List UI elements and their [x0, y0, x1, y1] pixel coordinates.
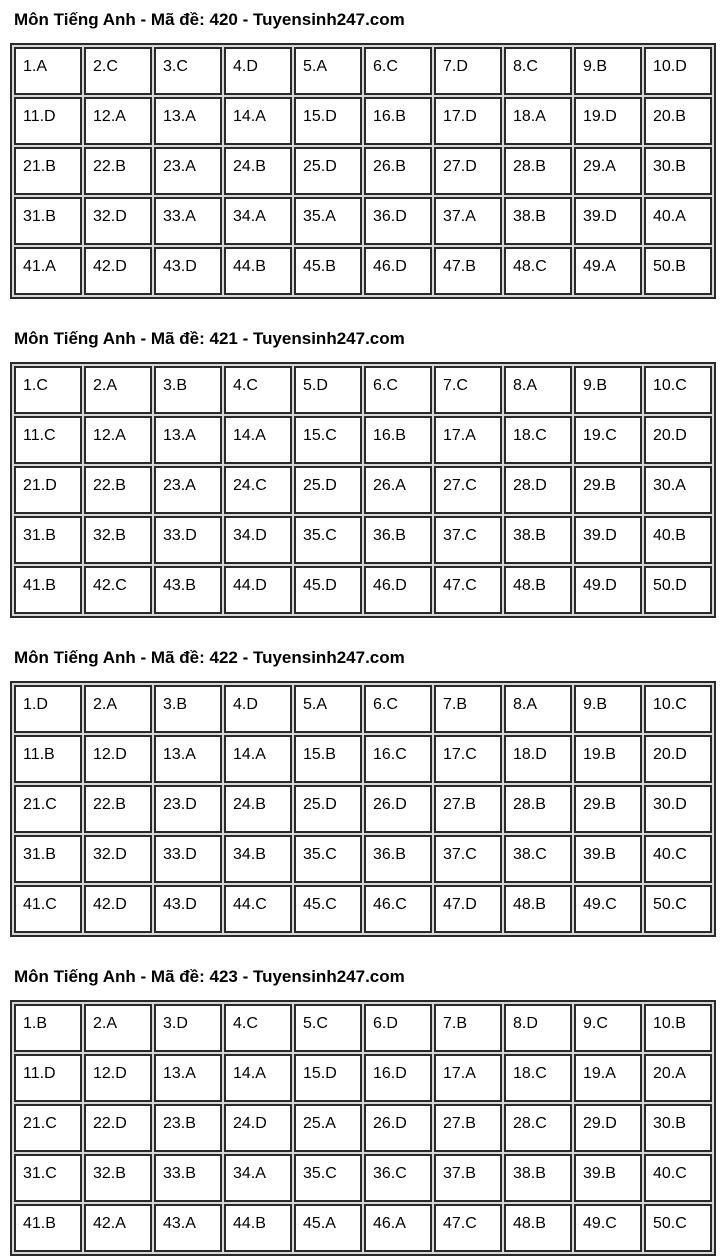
- answer-cell: 30.A: [644, 466, 712, 514]
- answer-cell: 10.C: [644, 685, 712, 733]
- answer-cell: 42.A: [84, 1204, 152, 1252]
- answer-row: [14, 835, 712, 883]
- answer-cell: 32.D: [84, 197, 152, 245]
- answer-cell: 14.A: [224, 1054, 292, 1102]
- answer-table: [10, 681, 716, 937]
- answer-cell: 25.D: [294, 466, 362, 514]
- answer-cell: 36.D: [364, 197, 432, 245]
- answer-cell: 47.C: [434, 566, 502, 614]
- answer-cell: 6.C: [364, 366, 432, 414]
- answer-cell: 48.C: [504, 247, 572, 295]
- answer-cell: 8.D: [504, 1004, 572, 1052]
- answer-cell: 44.D: [224, 566, 292, 614]
- answer-cell: 43.D: [154, 247, 222, 295]
- answer-cell: 26.B: [364, 147, 432, 195]
- answer-cell: 49.C: [574, 885, 642, 933]
- answer-cell: 47.D: [434, 885, 502, 933]
- answer-cell: 37.C: [434, 516, 502, 564]
- answer-cell: 3.B: [154, 685, 222, 733]
- answer-cell: 7.C: [434, 366, 502, 414]
- answer-cell: 19.A: [574, 1054, 642, 1102]
- answer-cell: 5.C: [294, 1004, 362, 1052]
- answer-cell: 41.C: [14, 885, 82, 933]
- answer-cell: 18.C: [504, 1054, 572, 1102]
- answer-cell: 14.A: [224, 416, 292, 464]
- answer-cell: 20.D: [644, 416, 712, 464]
- answer-cell: 21.C: [14, 785, 82, 833]
- answer-cell: 19.B: [574, 735, 642, 783]
- answer-cell: 40.B: [644, 516, 712, 564]
- answer-cell: 29.B: [574, 785, 642, 833]
- answer-cell: 20.B: [644, 97, 712, 145]
- answer-cell: 21.D: [14, 466, 82, 514]
- answer-cell: 49.D: [574, 566, 642, 614]
- answer-cell: 7.B: [434, 685, 502, 733]
- answer-cell: 45.B: [294, 247, 362, 295]
- answer-table: [10, 43, 716, 299]
- answer-cell: 40.C: [644, 1154, 712, 1202]
- answer-cell: 12.D: [84, 1054, 152, 1102]
- answer-cell: 31.B: [14, 516, 82, 564]
- answer-cell: 4.C: [224, 1004, 292, 1052]
- answer-row: [14, 785, 712, 833]
- answer-cell: 23.B: [154, 1104, 222, 1152]
- answer-key-section: [10, 10, 716, 299]
- answer-cell: 21.C: [14, 1104, 82, 1152]
- answer-cell: 3.C: [154, 47, 222, 95]
- answer-row: [14, 366, 712, 414]
- answer-cell: 22.B: [84, 466, 152, 514]
- answer-cell: 10.B: [644, 1004, 712, 1052]
- answer-table-body: [14, 685, 712, 933]
- answer-cell: 39.D: [574, 516, 642, 564]
- answer-cell: 2.A: [84, 1004, 152, 1052]
- answer-row: [14, 247, 712, 295]
- answer-cell: 46.C: [364, 885, 432, 933]
- answer-cell: 24.B: [224, 785, 292, 833]
- answer-cell: 45.A: [294, 1204, 362, 1252]
- answer-cell: 28.B: [504, 785, 572, 833]
- answer-cell: 10.D: [644, 47, 712, 95]
- answer-cell: 14.A: [224, 735, 292, 783]
- answer-cell: 2.A: [84, 685, 152, 733]
- answer-cell: 1.D: [14, 685, 82, 733]
- answer-cell: 8.C: [504, 47, 572, 95]
- answer-cell: 22.D: [84, 1104, 152, 1152]
- answer-cell: 22.B: [84, 147, 152, 195]
- answer-cell: 45.D: [294, 566, 362, 614]
- answer-cell: 48.B: [504, 1204, 572, 1252]
- section-title: Môn Tiếng Anh - Mã đề: 421 - Tuyensinh247.com: [14, 329, 405, 348]
- answer-cell: 50.C: [644, 885, 712, 933]
- answer-cell: 21.B: [14, 147, 82, 195]
- answer-row: [14, 1204, 712, 1252]
- answer-key-section: [10, 648, 716, 937]
- answer-cell: 41.A: [14, 247, 82, 295]
- answer-cell: 33.D: [154, 835, 222, 883]
- answer-cell: 25.D: [294, 785, 362, 833]
- answer-cell: 2.A: [84, 366, 152, 414]
- answer-cell: 5.D: [294, 366, 362, 414]
- answer-cell: 1.A: [14, 47, 82, 95]
- answer-cell: 13.A: [154, 97, 222, 145]
- answer-cell: 48.B: [504, 885, 572, 933]
- answer-cell: 43.B: [154, 566, 222, 614]
- answer-cell: 3.B: [154, 366, 222, 414]
- answer-cell: 44.B: [224, 247, 292, 295]
- answer-cell: 17.C: [434, 735, 502, 783]
- answer-cell: 44.C: [224, 885, 292, 933]
- answer-cell: 9.B: [574, 47, 642, 95]
- answer-cell: 28.D: [504, 466, 572, 514]
- answer-cell: 14.A: [224, 97, 292, 145]
- answer-cell: 40.A: [644, 197, 712, 245]
- answer-cell: 46.D: [364, 566, 432, 614]
- answer-cell: 23.A: [154, 466, 222, 514]
- answer-cell: 47.C: [434, 1204, 502, 1252]
- answer-cell: 43.A: [154, 1204, 222, 1252]
- answer-cell: 33.D: [154, 516, 222, 564]
- answer-cell: 26.D: [364, 1104, 432, 1152]
- answer-cell: 36.B: [364, 516, 432, 564]
- answer-row: [14, 47, 712, 95]
- answer-cell: 50.C: [644, 1204, 712, 1252]
- answer-cell: 20.A: [644, 1054, 712, 1102]
- answer-cell: 36.C: [364, 1154, 432, 1202]
- answer-cell: 11.B: [14, 735, 82, 783]
- answer-cell: 29.D: [574, 1104, 642, 1152]
- answer-cell: 37.B: [434, 1154, 502, 1202]
- answer-cell: 30.B: [644, 147, 712, 195]
- answer-table-body: [14, 366, 712, 614]
- answer-cell: 38.B: [504, 197, 572, 245]
- section-title: Môn Tiếng Anh - Mã đề: 422 - Tuyensinh247.com: [14, 648, 405, 667]
- answer-cell: 31.B: [14, 197, 82, 245]
- answer-cell: 15.C: [294, 416, 362, 464]
- answer-cell: 11.D: [14, 1054, 82, 1102]
- answer-row: [14, 1054, 712, 1102]
- answer-cell: 39.B: [574, 1154, 642, 1202]
- answer-row: [14, 885, 712, 933]
- answer-cell: 16.B: [364, 416, 432, 464]
- answer-row: [14, 97, 712, 145]
- answer-cell: 35.C: [294, 516, 362, 564]
- answer-cell: 7.D: [434, 47, 502, 95]
- answer-cell: 20.D: [644, 735, 712, 783]
- answer-cell: 18.D: [504, 735, 572, 783]
- answer-cell: 6.D: [364, 1004, 432, 1052]
- answer-row: [14, 1004, 712, 1052]
- answer-cell: 11.D: [14, 97, 82, 145]
- answer-cell: 9.C: [574, 1004, 642, 1052]
- answer-cell: 8.A: [504, 366, 572, 414]
- answer-cell: 12.D: [84, 735, 152, 783]
- answer-cell: 32.B: [84, 1154, 152, 1202]
- answer-cell: 1.B: [14, 1004, 82, 1052]
- answer-cell: 38.C: [504, 835, 572, 883]
- answer-cell: 28.C: [504, 1104, 572, 1152]
- answer-cell: 29.A: [574, 147, 642, 195]
- answer-row: [14, 147, 712, 195]
- answer-cell: 50.B: [644, 247, 712, 295]
- answer-row: [14, 1104, 712, 1152]
- answer-cell: 42.C: [84, 566, 152, 614]
- answer-row: [14, 735, 712, 783]
- answer-cell: 5.A: [294, 685, 362, 733]
- answer-cell: 4.D: [224, 685, 292, 733]
- answer-cell: 13.A: [154, 735, 222, 783]
- answer-key-section: [10, 329, 716, 618]
- answer-cell: 10.C: [644, 366, 712, 414]
- answer-cell: 19.C: [574, 416, 642, 464]
- answer-row: [14, 197, 712, 245]
- answer-cell: 27.B: [434, 785, 502, 833]
- answer-cell: 24.D: [224, 1104, 292, 1152]
- answer-cell: 4.C: [224, 366, 292, 414]
- answer-cell: 44.B: [224, 1204, 292, 1252]
- answer-cell: 12.A: [84, 416, 152, 464]
- answer-cell: 30.B: [644, 1104, 712, 1152]
- answer-cell: 30.D: [644, 785, 712, 833]
- answer-row: [14, 1154, 712, 1202]
- answer-cell: 33.B: [154, 1154, 222, 1202]
- answer-cell: 36.B: [364, 835, 432, 883]
- answer-cell: 3.D: [154, 1004, 222, 1052]
- answer-cell: 13.A: [154, 1054, 222, 1102]
- answer-row: [14, 685, 712, 733]
- answer-cell: 34.A: [224, 1154, 292, 1202]
- answer-row: [14, 466, 712, 514]
- answer-cell: 23.D: [154, 785, 222, 833]
- answer-cell: 38.B: [504, 516, 572, 564]
- answer-cell: 37.C: [434, 835, 502, 883]
- answer-cell: 6.C: [364, 685, 432, 733]
- answer-cell: 35.C: [294, 1154, 362, 1202]
- answer-cell: 17.A: [434, 1054, 502, 1102]
- answer-cell: 6.C: [364, 47, 432, 95]
- answer-cell: 13.A: [154, 416, 222, 464]
- answer-row: [14, 516, 712, 564]
- answer-cell: 39.B: [574, 835, 642, 883]
- answer-cell: 34.A: [224, 197, 292, 245]
- answer-cell: 17.A: [434, 416, 502, 464]
- answer-cell: 16.D: [364, 1054, 432, 1102]
- answer-cell: 40.C: [644, 835, 712, 883]
- answer-cell: 49.A: [574, 247, 642, 295]
- answer-cell: 16.B: [364, 97, 432, 145]
- answer-cell: 24.B: [224, 147, 292, 195]
- answer-cell: 23.A: [154, 147, 222, 195]
- answer-cell: 42.D: [84, 247, 152, 295]
- answer-cell: 43.D: [154, 885, 222, 933]
- answer-cell: 8.A: [504, 685, 572, 733]
- answer-cell: 31.C: [14, 1154, 82, 1202]
- answer-cell: 46.D: [364, 247, 432, 295]
- answer-key-section: [10, 967, 716, 1256]
- answer-cell: 50.D: [644, 566, 712, 614]
- answer-cell: 15.B: [294, 735, 362, 783]
- answer-cell: 35.C: [294, 835, 362, 883]
- answer-table: [10, 362, 716, 618]
- answer-table-body: [14, 1004, 712, 1252]
- answer-cell: 24.C: [224, 466, 292, 514]
- answer-cell: 26.D: [364, 785, 432, 833]
- answer-cell: 46.A: [364, 1204, 432, 1252]
- answer-cell: 12.A: [84, 97, 152, 145]
- answer-cell: 42.D: [84, 885, 152, 933]
- answer-cell: 28.B: [504, 147, 572, 195]
- answer-cell: 18.C: [504, 416, 572, 464]
- answer-cell: 18.A: [504, 97, 572, 145]
- answer-cell: 25.D: [294, 147, 362, 195]
- answer-cell: 7.B: [434, 1004, 502, 1052]
- answer-cell: 4.D: [224, 47, 292, 95]
- answer-cell: 5.A: [294, 47, 362, 95]
- answer-cell: 45.C: [294, 885, 362, 933]
- answer-cell: 27.D: [434, 147, 502, 195]
- answer-cell: 2.C: [84, 47, 152, 95]
- answer-cell: 17.D: [434, 97, 502, 145]
- answer-cell: 9.B: [574, 685, 642, 733]
- answer-cell: 31.B: [14, 835, 82, 883]
- answer-cell: 16.C: [364, 735, 432, 783]
- answer-cell: 1.C: [14, 366, 82, 414]
- answer-cell: 39.D: [574, 197, 642, 245]
- answer-cell: 9.B: [574, 366, 642, 414]
- answer-cell: 29.B: [574, 466, 642, 514]
- answer-cell: 35.A: [294, 197, 362, 245]
- answer-cell: 47.B: [434, 247, 502, 295]
- answer-cell: 25.A: [294, 1104, 362, 1152]
- answer-cell: 32.D: [84, 835, 152, 883]
- answer-cell: 26.A: [364, 466, 432, 514]
- answer-cell: 11.C: [14, 416, 82, 464]
- answer-cell: 27.B: [434, 1104, 502, 1152]
- answer-cell: 33.A: [154, 197, 222, 245]
- answer-cell: 49.C: [574, 1204, 642, 1252]
- answer-cell: 22.B: [84, 785, 152, 833]
- answer-cell: 41.B: [14, 566, 82, 614]
- section-title: Môn Tiếng Anh - Mã đề: 423 - Tuyensinh247.com: [14, 967, 405, 986]
- answer-cell: 15.D: [294, 1054, 362, 1102]
- answer-cell: 19.D: [574, 97, 642, 145]
- answer-row: [14, 416, 712, 464]
- answer-cell: 41.B: [14, 1204, 82, 1252]
- answer-cell: 15.D: [294, 97, 362, 145]
- answer-cell: 32.B: [84, 516, 152, 564]
- section-title: Môn Tiếng Anh - Mã đề: 420 - Tuyensinh247.com: [14, 10, 405, 29]
- answer-table: [10, 1000, 716, 1256]
- answer-cell: 37.A: [434, 197, 502, 245]
- answer-table-body: [14, 47, 712, 295]
- answer-cell: 27.C: [434, 466, 502, 514]
- answer-cell: 34.D: [224, 516, 292, 564]
- answer-cell: 38.B: [504, 1154, 572, 1202]
- answer-row: [14, 566, 712, 614]
- answer-cell: 34.B: [224, 835, 292, 883]
- answer-cell: 48.B: [504, 566, 572, 614]
